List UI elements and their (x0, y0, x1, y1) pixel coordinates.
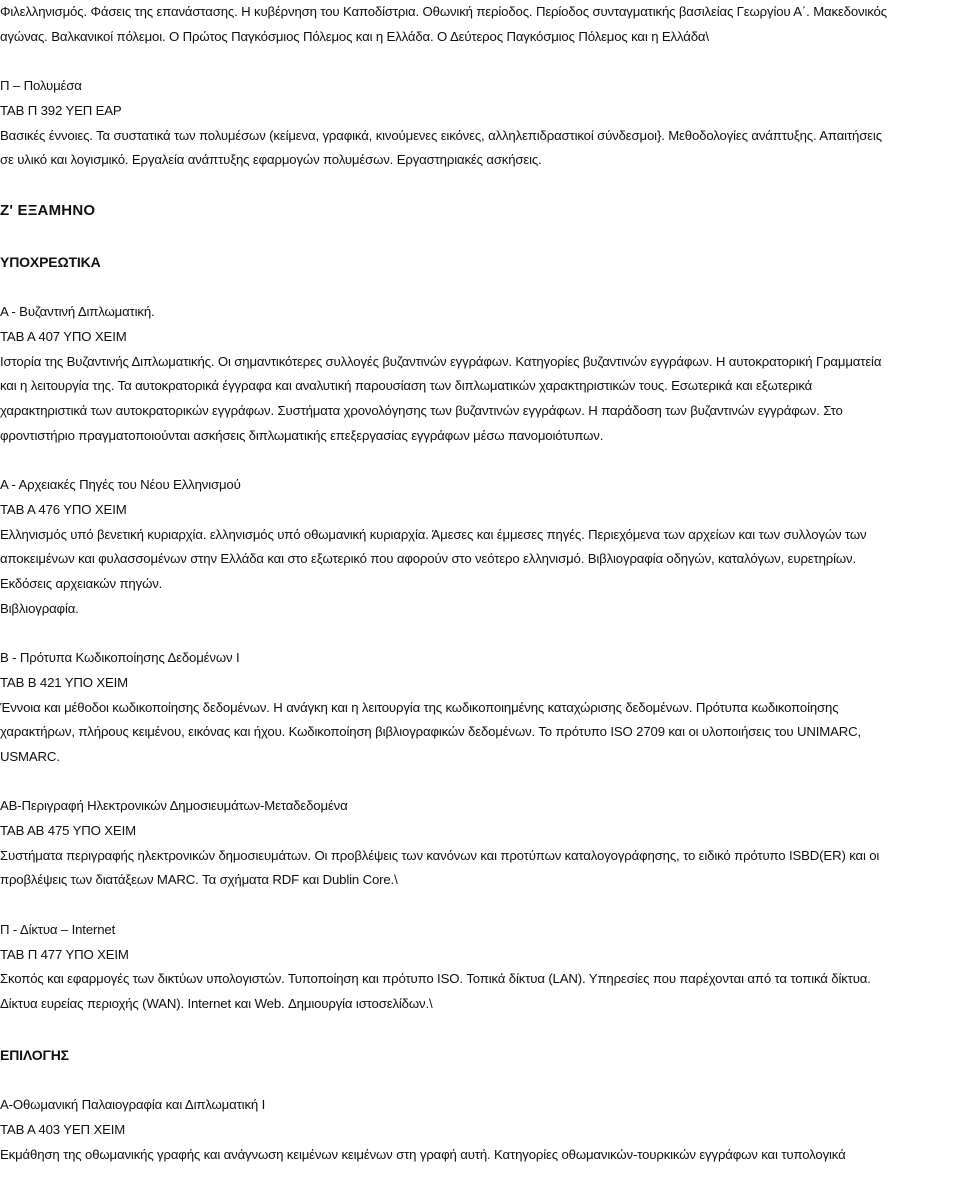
course-description-line: χαρακτήρων, πλήρους κειμένου, εικόνας και ήχου. Κωδικοποίηση βιβλιογραφικών δεδομένων. Το πρότυπο ISO 2709 και οι υλοποιήσεις του UNIMARC, (0, 724, 861, 740)
spacer (0, 770, 948, 795)
course-description-line: αποκειμένων και φυλασσομένων στην Ελλάδα και στο εξωτερικό που αφορούν στο νεότερο ελληνισμό. Βιβλιογραφία οδηγών, καταλόγων, ευρετηρίων. (0, 551, 856, 567)
course-description-line: Εκδόσεις αρχειακών πηγών. (0, 576, 163, 592)
course-description-line: Βασικές έννοιες. Τα συστατικά των πολυμέσων (κείμενα, γραφικά, κινούμενες εικόνες, αλληλεπιδραστικοί σύνδεσμοι}. Μεθοδολογίες ανάπτυξης. Απαιτήσεις (0, 127, 882, 143)
required-heading: ΥΠΟΧΡΕΩΤΙΚΑ (0, 253, 101, 270)
intro-section (0, 0, 948, 49)
course-description-line: Συστήματα περιγραφής ηλεκτρονικών δημοσιευμάτων. Οι προβλέψεις των κανόνων και προτύπων καταλογογράφησης, το ειδικό πρότυπο ISBD(ER) και οι (0, 847, 880, 863)
course-description-line: προβλέψεις των διατάξεων MARC. Τα σχήματα RDF και Dublin Core.\ (0, 872, 398, 888)
course-title: Π - Δίκτυα – Internet (0, 921, 116, 937)
paragraph-line: Φιλελληνισμός. Φάσεις της επανάστασης. Η κυβέρνηση του Καποδίστρια. Οθωνική περίοδος. Περίοδος συνταγματικής βασιλείας Γεωργίου Α΄. Μακεδονικός (0, 4, 887, 19)
course-title: Α-Οθωμανική Παλαιογραφία και Διπλωματική Ι (0, 1097, 266, 1113)
course-description-line: Σκοπός και εφαρμογές των δικτύων υπολογιστών. Τυποποίηση και πρότυπο ISO. Τοπικά δίκτυα (LAN). Υπηρεσίες που παρέχονται από τα τοπικά δίκτυα. (0, 971, 871, 987)
course-description-line: Ελληνισμός υπό βενετική κυριαρχία. ελληνισμός υπό οθωμανική κυριαρχία. Άμεσες και έμμεσες πηγές. Περιεχόμενα των αρχείων και των συλλογών των (0, 526, 867, 542)
course-description-line: Έννοια και μέθοδοι κωδικοποίησης δεδομένων. Η ανάγκη και η λειτουργία της κωδικοποιημένης καταχώρισης δεδομένων. Πρότυπα κωδικοποίησης (0, 699, 839, 715)
course-description-line: χαρακτηριστικά των αυτοκρατορικών εγγράφων. Συστήματα χρονολόγησης των βυζαντινών εγγράφων. Η παράδοση των βυζαντινών εγγράφων. Στο (0, 403, 843, 419)
course-title: ΑΒ-Περιγραφή Ηλεκτρονικών Δημοσιευμάτων-Μεταδεδομένα (0, 798, 348, 814)
spacer (0, 274, 948, 300)
spacer (0, 1067, 948, 1093)
spacer (0, 49, 948, 74)
course-code: ΤΑΒ Α 403 ΥΕΠ ΧΕΙΜ (0, 1122, 126, 1138)
course-electronic-publications (0, 794, 948, 893)
spacer (0, 621, 948, 646)
course-description-line: Εκμάθηση της οθωμανικής γραφής και ανάγνωση κειμένων κειμένων στη γραφή αυτή. Κατηγορίες οθωμανικών-τουρκικών εγγράφων και τυπολογικά (0, 1146, 846, 1162)
course-title: Α - Αρχειακές Πηγές του Νέου Ελληνισμού (0, 477, 241, 493)
course-code: ΤΑΒ Π 392 ΥΕΠ ΕΑΡ (0, 102, 122, 118)
course-code: ΤΑΒ Α 476 ΥΠΟ ΧΕΙΜ (0, 501, 127, 517)
course-description-line: σε υλικό και λογισμικό. Εργαλεία ανάπτυξης εφαρμογών πολυμέσων. Εργαστηριακές ασκήσεις. (0, 152, 542, 168)
spacer (0, 893, 948, 918)
course-description-line: Δίκτυα ευρείας περιοχής (WAN). Internet και Web. Δημιουργία ιστοσελίδων.\ (0, 995, 433, 1011)
elective-heading: ΕΠΙΛΟΓΗΣ (0, 1046, 69, 1063)
course-description-line: Ιστορία της Βυζαντινής Διπλωματικής. Οι σημαντικότερες συλλογές βυζαντινών εγγράφων. Κατηγορίες βυζαντινών εγγράφων. Η αυτοκρατορική Γραμματεία (0, 353, 882, 369)
course-title: Π – Πολυμέσα (0, 78, 82, 94)
spacer (0, 1017, 948, 1043)
spacer (0, 449, 948, 474)
course-networks-internet (0, 918, 948, 1017)
course-code: ΤΑΒ Π 477 ΥΠΟ ΧΕΙΜ (0, 946, 129, 962)
course-code: ΤΑΒ Α 407 ΥΠΟ ΧΕΙΜ (0, 329, 127, 345)
course-description-line: USMARC. (0, 748, 60, 764)
course-description-line: φροντιστήριο πραγματοποιούνται ασκήσεις διπλωματικής επεξεργασίας εγγράφων μέσω πανομοιότυπων. (0, 427, 604, 443)
course-data-encoding (0, 646, 948, 770)
course-title: Α - Βυζαντινή Διπλωματική. (0, 304, 155, 320)
course-byzantine-diplomatics (0, 300, 948, 448)
course-code: ΤΑΒ ΑΒ 475 ΥΠΟ ΧΕΙΜ (0, 823, 136, 839)
paragraph-line: αγώνας. Βαλκανικοί πόλεμοι. Ο Πρώτος Παγκόσμιος Πόλεμος και η Ελλάδα. Ο Δεύτερος Παγκόσμιος Πόλεμος και η Ελλάδα\ (0, 28, 709, 44)
course-description-line: Βιβλιογραφία. (0, 600, 79, 616)
course-ottoman-paleography (0, 1093, 948, 1167)
semester-heading: Ζ' ΕΞΑΜΗΝΟ (0, 201, 96, 219)
course-multimedia (0, 74, 948, 173)
course-title: Β - Πρότυπα Κωδικοποίησης Δεδομένων Ι (0, 650, 240, 666)
course-description-line: και η λειτουργία της. Τα αυτοκρατορικά έγγραφα και αναλυτική παρουσίαση των διπλωματικών χαρακτηριστικών τους. Εσωτερικά και εξωτερικά (0, 378, 813, 394)
spacer (0, 224, 948, 250)
course-archival-sources (0, 473, 948, 621)
spacer (0, 173, 948, 199)
course-code: ΤΑΒ Β 421 ΥΠΟ ΧΕΙΜ (0, 674, 129, 690)
